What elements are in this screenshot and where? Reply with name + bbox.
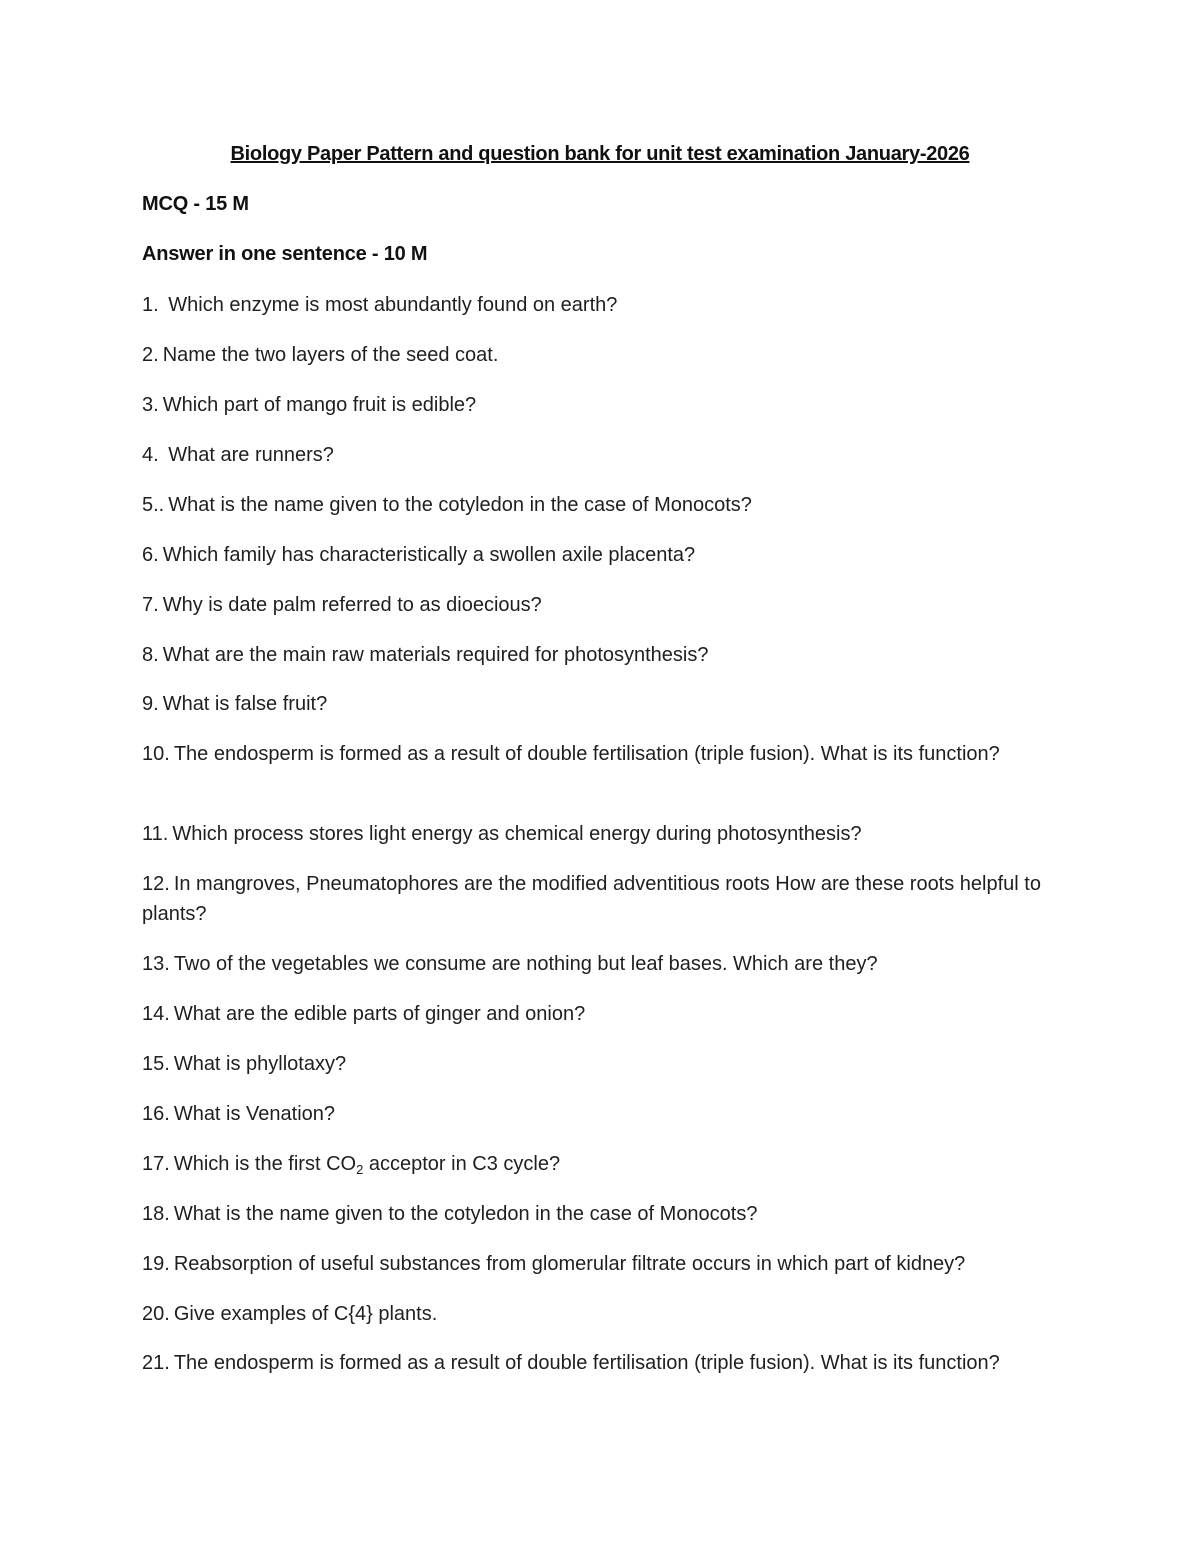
question-text-after: acceptor in C3 cycle?	[363, 1153, 561, 1175]
question-19	[142, 1249, 1052, 1279]
question-10	[142, 739, 1052, 769]
question-text: Reabsorption of useful substances from glomerular filtrate occurs in which part of kidney?	[173, 1253, 966, 1275]
question-number: 11.	[142, 823, 169, 845]
question-text: Give examples of C{4} plants.	[173, 1303, 438, 1325]
question-number: 3.	[142, 394, 159, 416]
document-title: Biology Paper Pattern and question bank for unit test examination January-2026	[230, 143, 970, 165]
question-18	[142, 1199, 1052, 1229]
question-text: The endosperm is formed as a result of double fertilisation (triple fusion). What is its function?	[173, 743, 1000, 765]
question-text: Which part of mango fruit is edible?	[162, 394, 477, 416]
question-5	[142, 490, 1052, 520]
question-text: What are runners?	[168, 444, 334, 466]
question-text: What are the edible parts of ginger and onion?	[173, 1003, 586, 1025]
question-7	[142, 590, 1052, 620]
question-number: 16.	[142, 1103, 170, 1125]
question-text: What is phyllotaxy?	[173, 1053, 347, 1075]
question-number: 7.	[142, 594, 159, 616]
question-20	[142, 1299, 1052, 1329]
question-2	[142, 340, 1052, 370]
question-number: 12.	[142, 873, 170, 895]
question-number: 21.	[142, 1352, 170, 1374]
question-number: 4.	[142, 444, 159, 466]
question-1	[142, 290, 1052, 320]
question-number: 20.	[142, 1303, 170, 1325]
question-text: Which is the first CO	[173, 1153, 357, 1175]
question-text: What is false fruit?	[162, 693, 328, 715]
question-14	[142, 999, 1052, 1029]
question-3	[142, 390, 1052, 420]
question-4	[142, 440, 1052, 470]
question-text: In mangroves, Pneumatophores are the modified adventitious roots How are these roots helpful to plants?	[142, 873, 1041, 925]
question-9	[142, 689, 1052, 719]
question-text: Which family has characteristically a swollen axile placenta?	[162, 544, 696, 566]
question-number: 5..	[142, 494, 165, 516]
question-text: What is Venation?	[173, 1103, 336, 1125]
question-15	[142, 1049, 1052, 1079]
question-number: 15.	[142, 1053, 170, 1075]
question-number: 2.	[142, 344, 159, 366]
question-8	[142, 640, 1052, 670]
question-text: Which process stores light energy as chemical energy during photosynthesis?	[172, 823, 862, 845]
question-number: 6.	[142, 544, 159, 566]
question-number: 18.	[142, 1203, 170, 1225]
question-number: 1.	[142, 294, 159, 316]
question-text: Which enzyme is most abundantly found on earth?	[168, 294, 618, 316]
question-text: What is the name given to the cotyledon in the case of Monocots?	[168, 494, 752, 516]
subscript: 2	[356, 1162, 364, 1177]
question-number: 10.	[142, 743, 170, 765]
one-sentence-section-heading: Answer in one sentence - 10 M	[142, 243, 428, 265]
question-text: The endosperm is formed as a result of double fertilisation (triple fusion). What is its function?	[173, 1352, 1000, 1374]
question-16	[142, 1099, 1052, 1129]
question-12	[142, 869, 1052, 929]
question-text: What are the main raw materials required for photosynthesis?	[162, 644, 709, 666]
question-number: 13.	[142, 953, 170, 975]
question-number: 14.	[142, 1003, 170, 1025]
question-number: 19.	[142, 1253, 170, 1275]
question-text: Name the two layers of the seed coat.	[162, 344, 499, 366]
question-13	[142, 949, 1052, 979]
question-text: Two of the vegetables we consume are nothing but leaf bases. Which are they?	[173, 953, 878, 975]
question-21	[142, 1348, 1052, 1378]
question-number: 8.	[142, 644, 159, 666]
question-text: What is the name given to the cotyledon in the case of Monocots?	[173, 1203, 758, 1225]
question-number: 17.	[142, 1153, 170, 1175]
question-17	[142, 1149, 1052, 1185]
question-11	[142, 819, 1052, 849]
mcq-section-heading: MCQ - 15 M	[142, 193, 249, 215]
question-text: Why is date palm referred to as dioecious?	[162, 594, 542, 616]
question-6	[142, 540, 1052, 570]
question-number: 9.	[142, 693, 159, 715]
